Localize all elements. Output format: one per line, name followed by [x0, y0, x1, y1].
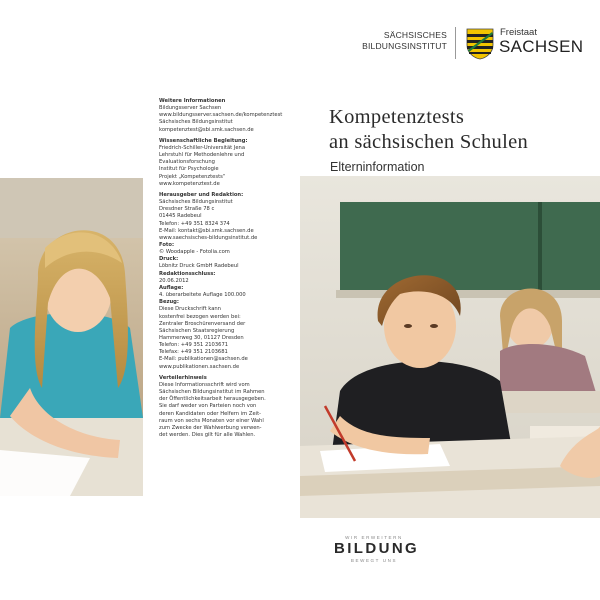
info-line: zum Zwecke der Wahlwerbung verwen-	[159, 424, 262, 431]
bildung-logo-bottom: BEWEGT UNS	[350, 558, 398, 563]
info-line: Evaluationsforschung	[159, 159, 215, 166]
info-line: www.publikationen.sachsen.de	[159, 363, 240, 370]
info-column	[159, 98, 283, 443]
classroom-photo	[300, 176, 600, 518]
info-line: Friedrich-Schiller-Universität Jena	[159, 144, 246, 151]
info-line: © Woodapple - Fotolia.com	[159, 249, 230, 256]
info-line: kompetenztest@sbi.smk.sachsen.de	[159, 126, 254, 133]
info-line: Diese Informationsschrift wird vom	[159, 381, 250, 388]
info-line: kostenfrei bezogen werden bei:	[159, 313, 241, 320]
info-line: Sächsischen Staatsregierung	[159, 327, 235, 334]
info-line: Dresdner Straße 78 c	[159, 206, 215, 213]
info-line: det werden. Dies gilt für alle Wahlen.	[159, 432, 256, 439]
info-line: Projekt „Kompetenztests“	[159, 173, 226, 180]
sachsen-label: SACHSEN	[499, 37, 584, 56]
info-line: der Öffentlichkeitsarbeit herausgegeben.	[159, 396, 266, 403]
institute-line2: BILDUNGSINSTITUT	[362, 41, 447, 51]
info-line: E-Mail: kontakt@sbi.smk.sachsen.de	[159, 227, 254, 234]
further-info-block	[159, 98, 283, 134]
info-line: Redaktionsschluss:	[159, 270, 216, 277]
info-line: Auflage:	[159, 284, 184, 291]
girl-writing-photo	[0, 178, 143, 496]
info-line: Sächsisches Bildungsinstitut	[159, 199, 233, 206]
further-info-heading: Weitere Informationen	[159, 98, 226, 104]
info-line: www.bildungsserver.sachsen.de/kompetenztest	[159, 112, 283, 119]
info-line: 01445 Radebeul	[159, 213, 202, 220]
institute-logo-text	[355, 30, 447, 52]
info-line: Bildungsserver Sachsen	[159, 105, 222, 112]
info-line: Sie darf weder von Parteien noch von	[159, 403, 257, 410]
info-line: Zentraler Broschürenversand der	[159, 320, 246, 327]
info-line: Sächsischen Bildungsinstitut im Rahmen	[159, 389, 265, 396]
bildung-logo	[334, 535, 420, 563]
logo-divider	[455, 27, 456, 59]
info-line: 20.06.2012	[159, 277, 189, 284]
info-line: 4. überarbeitete Auflage 100.000	[159, 292, 246, 299]
info-line: Hammerweg 30, 01127 Dresden	[159, 335, 244, 341]
info-line: Institut für Psychologie	[159, 166, 219, 173]
info-line: raum von sechs Monaten vor einer Wahl	[159, 417, 264, 424]
info-line: www.kompetenztest.de	[159, 180, 220, 187]
info-line: deren Kandidaten oder Helfern im Zeit-	[159, 410, 261, 417]
institute-line1: SÄCHSISCHES	[383, 30, 447, 40]
info-line: Telefon: +49 351 2103671	[159, 342, 229, 349]
page-title	[329, 105, 528, 155]
scientific-support-heading: Wissenschaftliche Begleitung:	[159, 137, 248, 144]
imprint-block	[159, 192, 277, 371]
title-line1: Kompetenztests	[329, 106, 465, 128]
scientific-support-block	[159, 138, 277, 188]
title-line2: an sächsischen Schulen	[329, 131, 529, 153]
info-line: Druck:	[159, 256, 179, 263]
info-line: Lehrstuhl für Methodenlehre und	[159, 152, 245, 159]
imprint-heading: Herausgeber und Redaktion:	[159, 191, 244, 198]
info-line: Diese Druckschrift kann	[159, 306, 221, 313]
distribution-note-block	[159, 375, 277, 439]
info-line: E-Mail: publikationen@sachsen.de	[159, 356, 248, 363]
freistaat-label: Freistaat	[500, 27, 537, 38]
info-line: Telefax: +49 351 2103681	[159, 349, 228, 356]
info-line: Foto:	[159, 241, 175, 248]
info-line: Sächsisches Bildungsinstitut	[159, 119, 233, 126]
info-line: Löbnitz Druck GmbH Radebeul	[159, 263, 239, 270]
distribution-note-heading: Verteilerhinweis	[159, 374, 207, 381]
info-line: Bezug:	[159, 299, 179, 306]
bildung-logo-main: BILDUNG	[334, 540, 420, 557]
saxony-coat-of-arms-icon	[466, 28, 494, 60]
page-subtitle: Elterninformation	[330, 160, 425, 174]
info-line: Telefon: +49 351 8324 374	[159, 220, 230, 227]
bildung-logo-top: WIR ERWEITERN	[345, 535, 403, 540]
info-line: www.saechsisches-bildungsinstitut.de	[159, 234, 258, 241]
